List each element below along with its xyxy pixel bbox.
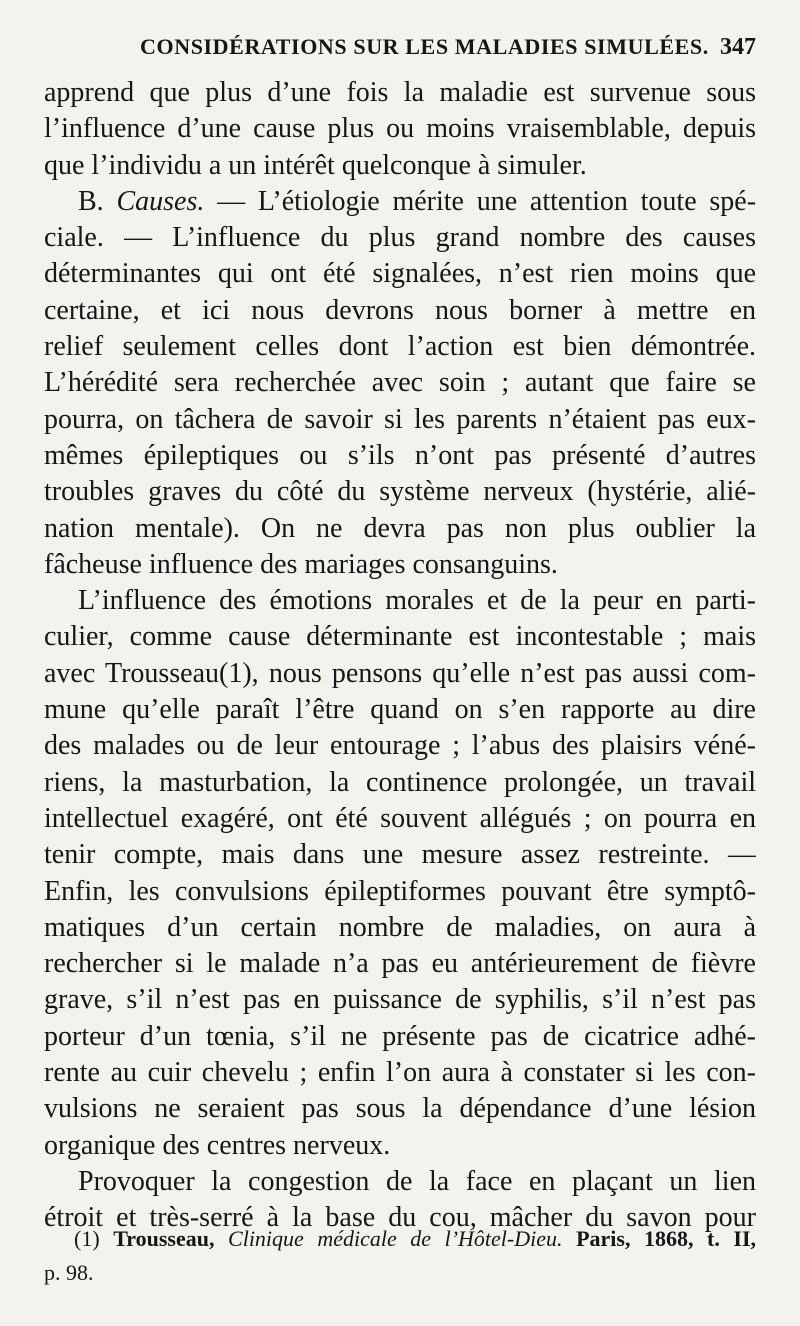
page-number: 347 [720,34,756,60]
text-line: l’influence d’une cause plus ou moins vraisemblable, depuis [44,113,756,145]
text-line: certaine, et ici nous devrons nous borner à mettre en [44,294,756,326]
text-line: grave, s’il n’est pas en puissance de syphilis, s’il n’est pas [44,984,756,1016]
text-line: troubles graves du côté du système nerveux (hystérie, alié- [44,476,756,508]
body-text [44,75,756,1237]
text-line: mêmes épileptiques ou s’ils n’ont pas présenté d’autres [44,439,756,471]
text-line: pourra, on tâchera de savoir si les parents n’étaient pas eux- [44,403,756,435]
text-line: tenir compte, mais dans une mesure assez restreinte. — [44,839,756,871]
text-line: étroit et très-serré à la base du cou, mâcher du savon pour [44,1202,756,1234]
section-letter: B. [78,185,104,217]
footnote-line [44,1222,756,1256]
text-line: avec Trousseau(1), nous pensons qu’elle n’est pas aussi com- [44,657,756,689]
text-line: fâcheuse influence des mariages consanguins. [44,548,558,580]
text-line: apprend que plus d’une fois la maladie est survenue sous [44,77,756,108]
text-line: relief seulement celles dont l’action est bien démontrée. [44,331,756,363]
running-title: CONSIDÉRATIONS SUR LES MALADIES SIMULÉES. [140,34,709,59]
text-line: déterminantes qui ont été signalées, n’est rien moins que [44,258,756,290]
text-line: organique des centres nerveux. [44,1129,391,1161]
text-line: matiques d’un certain nombre de maladies, on aura à [44,911,756,943]
text-line: que l’individu a un intérêt quelconque à simuler. [44,149,587,181]
text-line: vulsions ne seraient pas sous la dépendance d’une lésion [44,1093,756,1125]
text-line: intellectuel exagéré, ont été souvent allégués ; on pourra en [44,802,756,834]
text-line: Provoquer la congestion de la face en plaçant un lien [78,1165,756,1197]
section-heading-line [44,184,756,220]
text-line: mune qu’elle paraît l’être quand on s’en rapporte au dire [44,694,756,726]
text-line: — L’étiologie mérite une attention toute spé- [217,185,756,217]
footnote-page: p. 98. [44,1260,94,1285]
text-line: riens, la masturbation, la continence prolongée, un travail [44,766,756,798]
text-line: L’influence des émotions morales et de la peur en parti- [78,585,756,617]
footnote-title: Clinique médicale de l’Hôtel-Dieu. [228,1226,563,1251]
footnote-place: Paris, 1868, t. II, [576,1226,756,1251]
page-header [48,34,756,68]
section-title: Causes. [116,185,205,217]
footnote-author: Trousseau, [113,1226,215,1251]
text-line: Enfin, les convulsions épileptiformes pouvant être symptô- [44,875,756,907]
text-line: ciale. — L’influence du plus grand nombre des causes [44,222,756,254]
text-line: nation mentale). On ne devra pas non plus oublier la [44,512,756,544]
footnote [44,1222,756,1290]
text-line: rente au cuir chevelu ; enfin l’on aura à constater si les con- [44,1057,756,1089]
text-line: porteur d’un tœnia, s’il ne présente pas de cicatrice adhé- [44,1020,756,1052]
text-line: rechercher si le malade n’a pas eu antérieurement de fièvre [44,948,756,980]
text-line: L’hérédité sera recherchée avec soin ; autant que faire se [44,367,756,399]
text-line: culier, comme cause déterminante est incontestable ; mais [44,621,756,653]
footnote-number: (1) [74,1226,100,1251]
text-line: des malades ou de leur entourage ; l’abus des plaisirs véné- [44,730,756,762]
